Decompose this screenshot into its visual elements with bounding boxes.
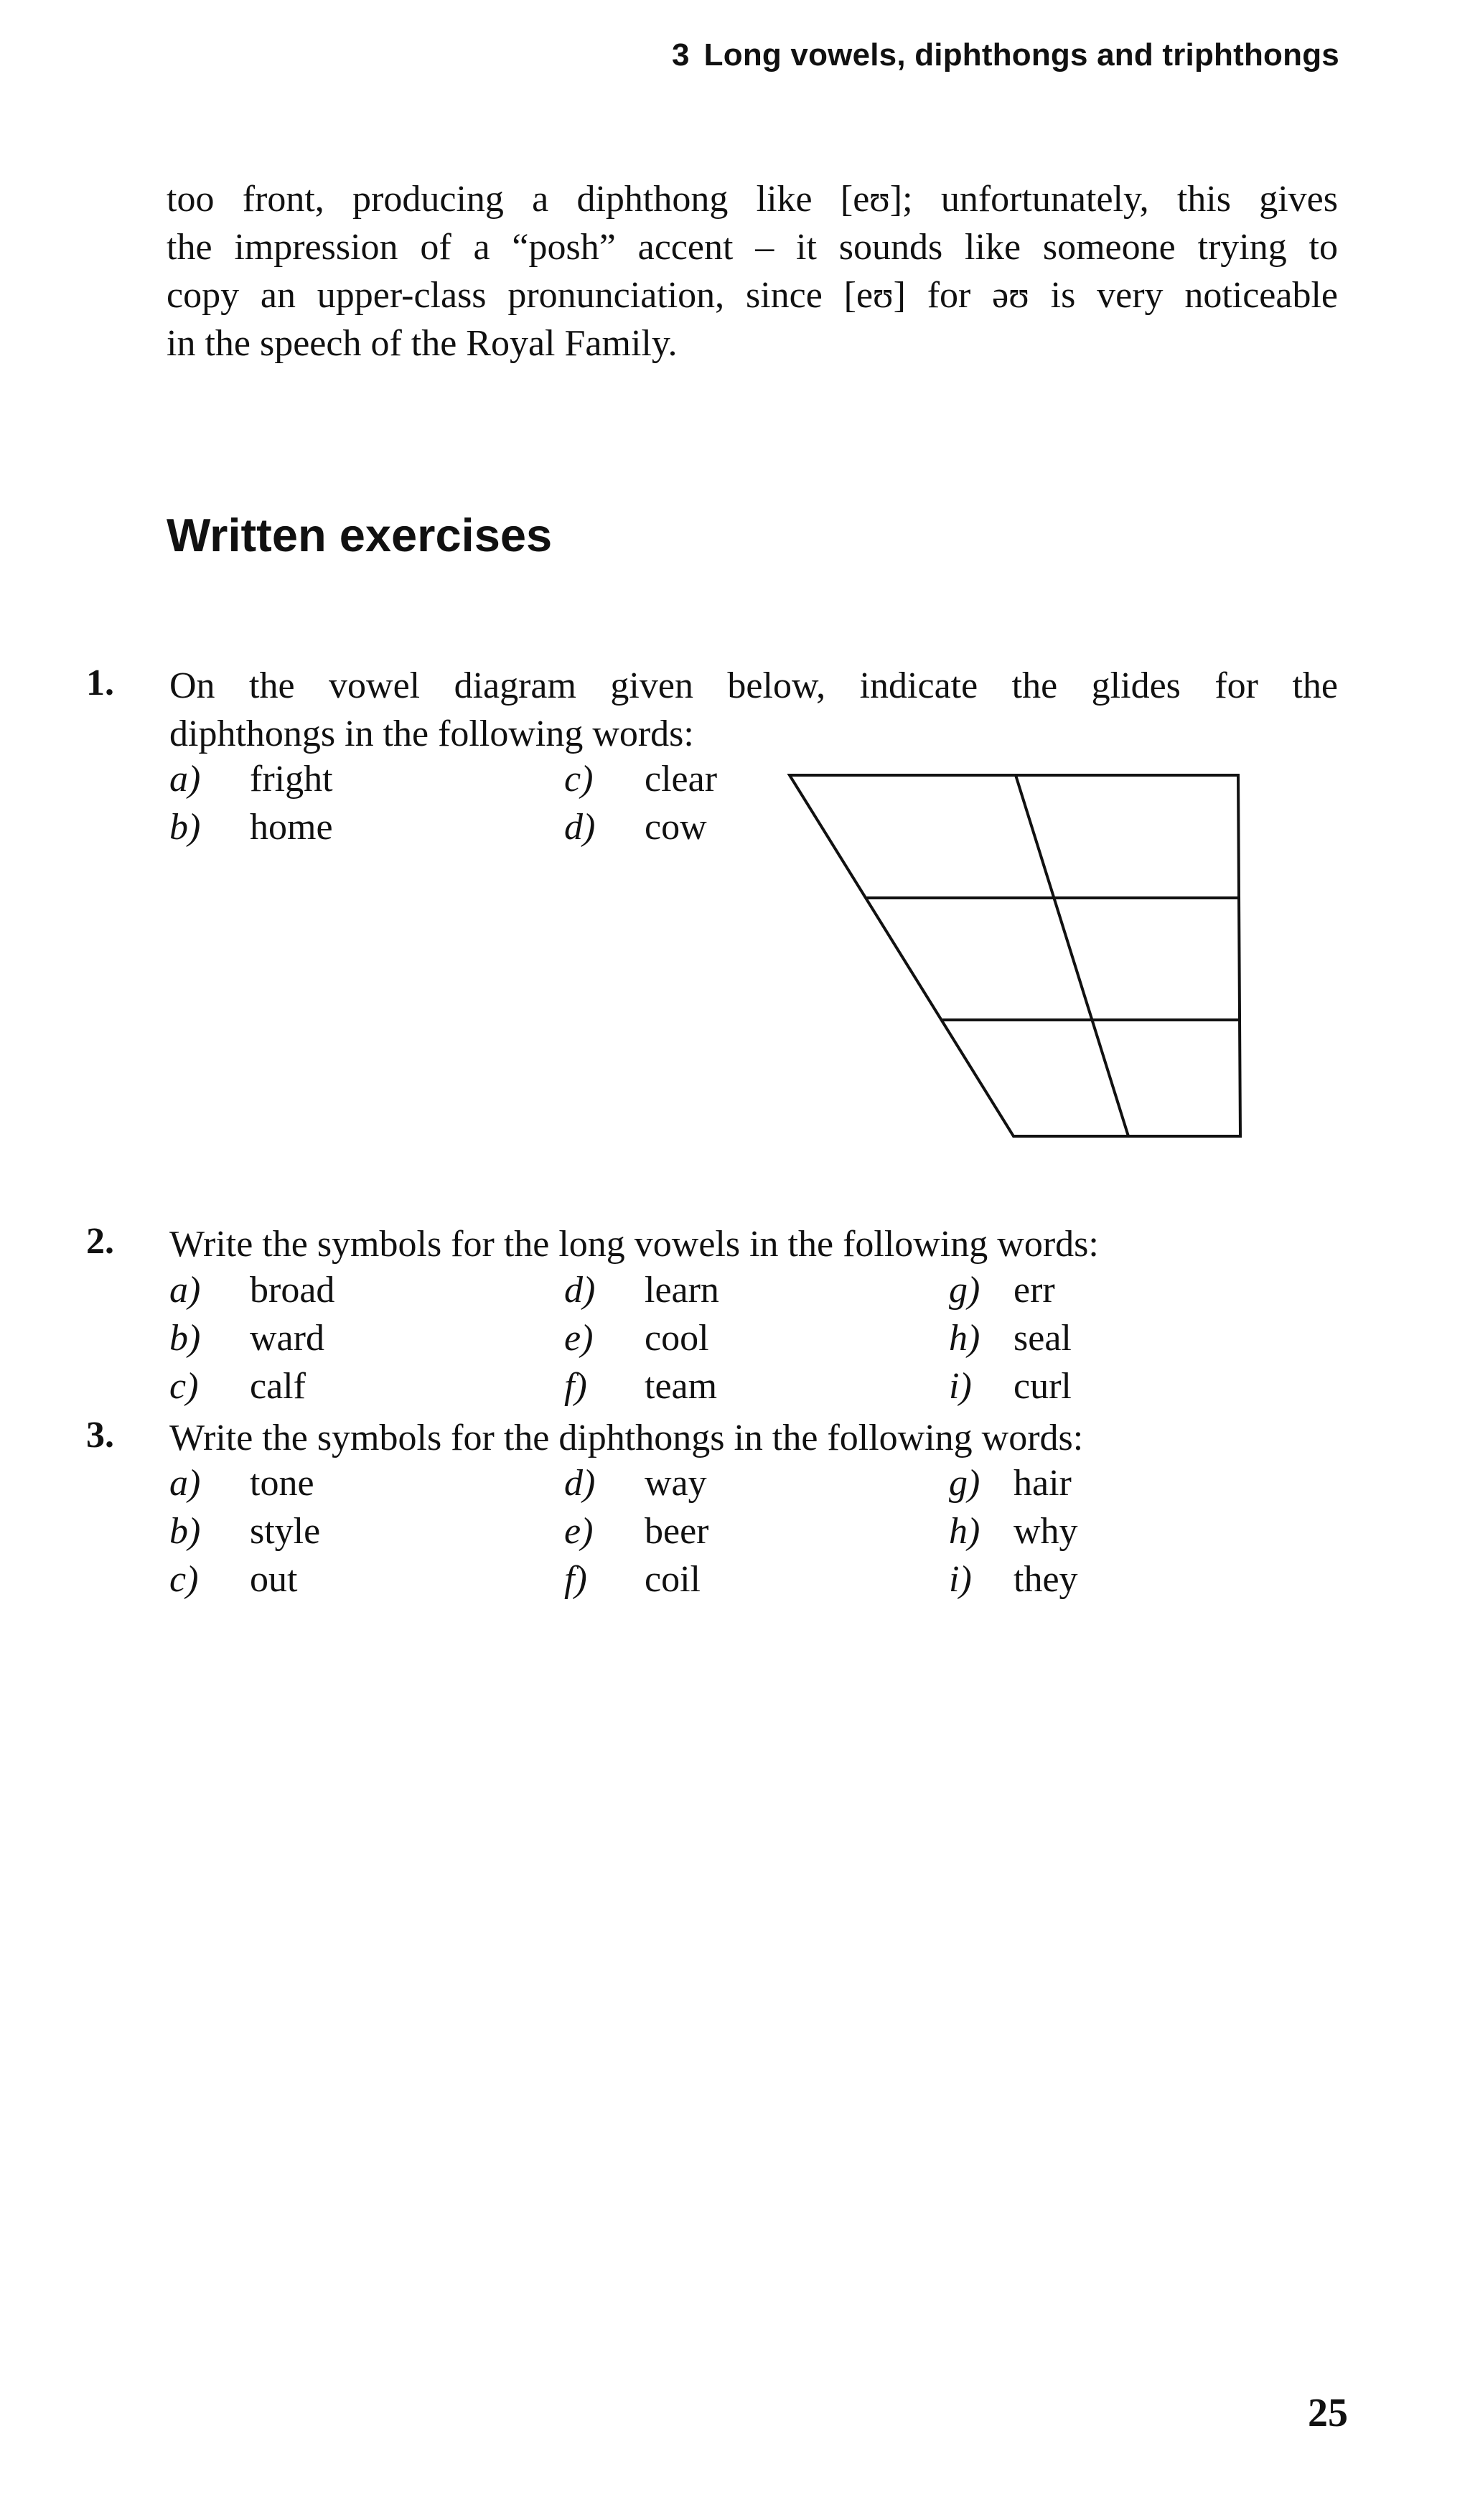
page-number: 25 [1308,2391,1348,2435]
item-word: beer [645,1511,709,1552]
exercise-2-item [564,1269,719,1311]
exercise-3-item [564,1510,708,1552]
exercise-1-item [564,806,707,848]
chapter-title: Long vowels, diphthongs and triphthongs [703,37,1339,72]
exercise-3-item [949,1510,1078,1552]
exercise-1-prompt-line1: On the vowel diagram given below, indicate the glides for the [169,665,1338,706]
exercise-2-item [169,1317,324,1359]
exercise-3-item [169,1558,297,1601]
vowel-diagram-line [1016,775,1128,1136]
item-word: style [250,1511,321,1552]
exercise-2-item [949,1365,1072,1407]
item-letter: a) [169,759,201,800]
item-word: clear [645,759,718,800]
item-word: calf [250,1366,306,1407]
running-head [672,37,1339,73]
exercise-2-item [169,1365,306,1407]
item-letter: e) [564,1511,594,1552]
exercise-1-item [169,758,333,800]
item-word: fright [250,759,333,800]
item-word: ward [250,1318,324,1359]
exercise-1-number: 1. [86,662,114,703]
item-word: curl [1013,1366,1072,1407]
item-letter: f) [564,1559,587,1600]
item-word: why [1013,1511,1078,1552]
vowel-diagram-outline [790,775,1240,1136]
exercise-1-prompt-line2: diphthongs in the following words: [169,713,694,754]
item-word: cow [645,807,707,848]
exercise-3-item [169,1510,320,1552]
item-word: home [250,807,333,848]
item-letter: e) [564,1318,594,1359]
exercise-2-item [949,1269,1055,1311]
item-letter: h) [949,1511,980,1552]
exercise-3-item [169,1462,314,1504]
item-letter: c) [564,759,594,800]
item-word: out [250,1559,298,1600]
exercise-1-item [564,758,717,800]
item-letter: g) [949,1463,980,1504]
item-letter: b) [169,1511,201,1552]
intro-paragraph [167,175,1338,367]
item-letter: d) [564,1463,596,1504]
item-letter: f) [564,1366,587,1407]
exercise-3-item [564,1558,701,1601]
item-word: team [645,1366,718,1407]
item-letter: d) [564,807,596,848]
intro-line: copy an upper-class pronunciation, since [eʊ] for əʊ is very noticeable [167,275,1338,316]
intro-line: too front, producing a diphthong like [eʊ]; unfortunately, this gives [167,179,1338,220]
item-word: they [1013,1559,1078,1600]
item-letter: a) [169,1270,201,1311]
intro-line: the impression of a “posh” accent – it sounds like someone trying to [167,227,1338,268]
item-letter: g) [949,1270,980,1311]
item-word: learn [645,1270,719,1311]
item-word: way [645,1463,707,1504]
exercise-3-item [564,1462,707,1504]
exercise-1-item [169,806,333,848]
item-word: tone [250,1463,314,1504]
exercise-2-number: 2. [86,1221,114,1262]
item-letter: i) [949,1559,972,1600]
exercise-3-prompt: Write the symbols for the diphthongs in the following words: [169,1418,1084,1458]
item-word: broad [250,1270,335,1311]
section-heading: Written exercises [167,509,553,561]
exercise-3-item [949,1462,1072,1504]
intro-line: in the speech of the Royal Family. [167,323,678,364]
item-word: seal [1013,1318,1072,1359]
item-letter: c) [169,1559,199,1600]
exercise-2-item [169,1269,334,1311]
item-word: cool [645,1318,709,1359]
exercise-2-item [949,1317,1072,1359]
vowel-diagram [782,767,1249,1154]
item-letter: h) [949,1318,980,1359]
exercise-3-item [949,1558,1078,1601]
item-word: err [1013,1270,1055,1311]
item-letter: b) [169,807,201,848]
item-word: hair [1013,1463,1072,1504]
exercise-2-prompt: Write the symbols for the long vowels in the following words: [169,1224,1099,1265]
item-letter: c) [169,1366,199,1407]
exercise-3-number: 3. [86,1415,114,1456]
chapter-number: 3 [672,37,690,72]
item-letter: d) [564,1270,596,1311]
item-letter: a) [169,1463,201,1504]
item-letter: i) [949,1366,972,1407]
exercise-2-item [564,1365,717,1407]
item-letter: b) [169,1318,201,1359]
item-word: coil [645,1559,701,1600]
exercise-2-item [564,1317,709,1359]
